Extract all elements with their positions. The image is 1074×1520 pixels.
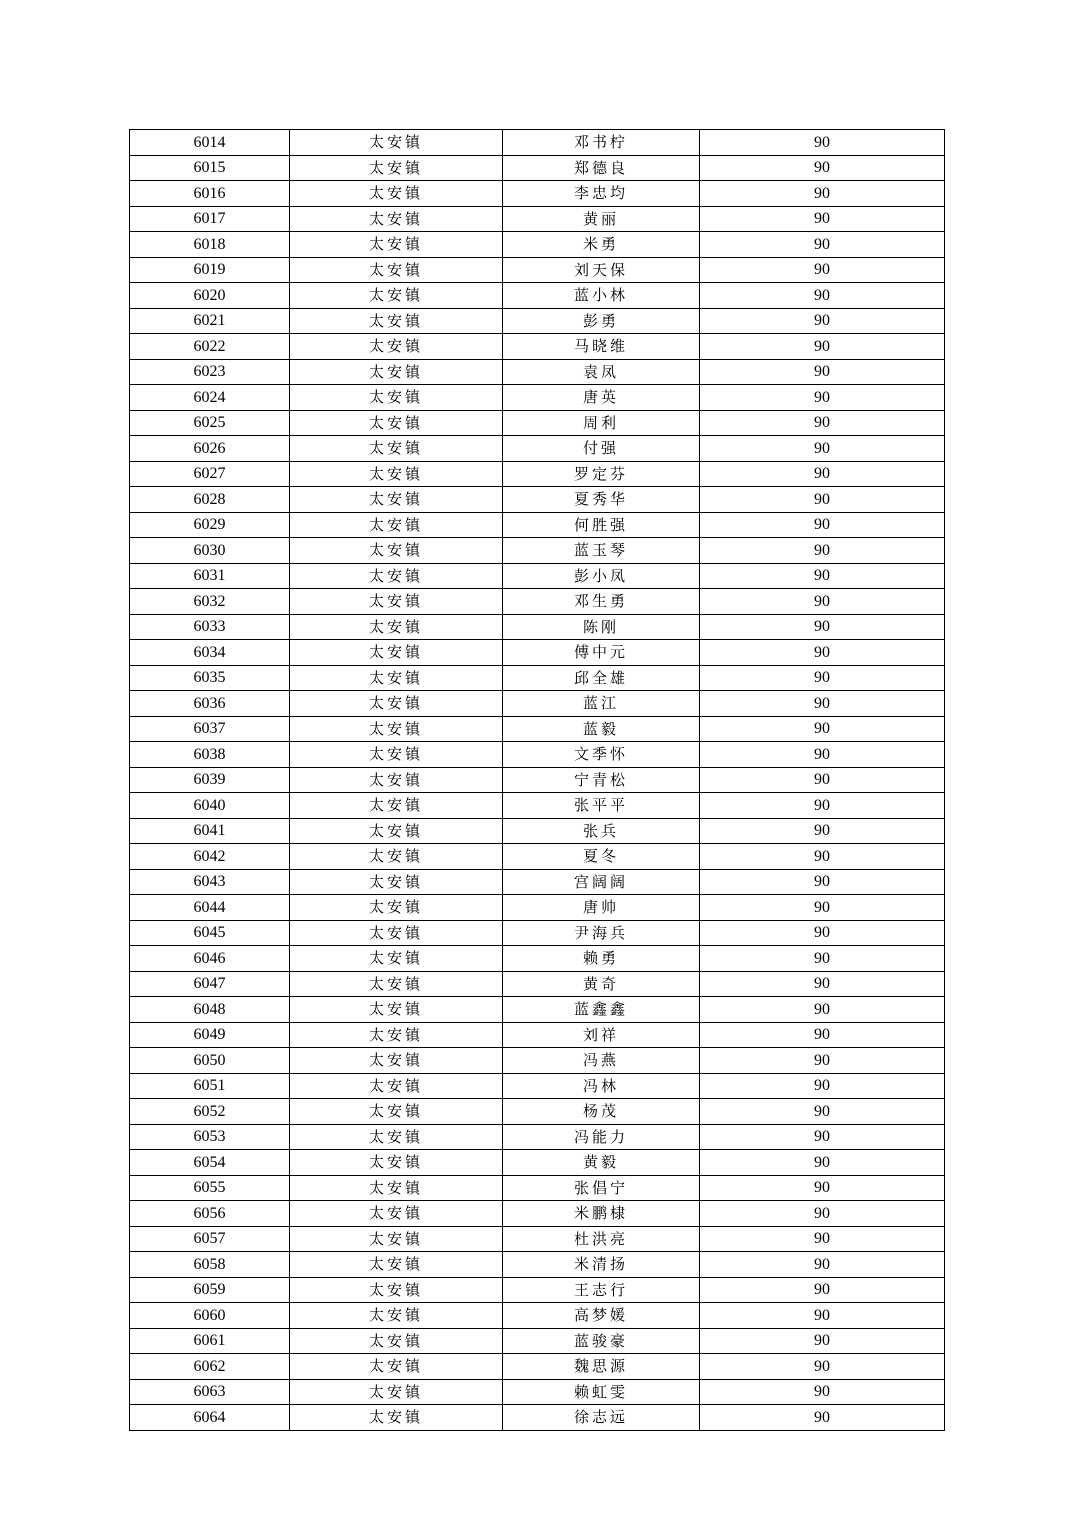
table-row [130,1048,945,1074]
person-name-cell: 张倡宁 [503,1175,700,1201]
table-row [130,538,945,564]
table-row [130,920,945,946]
table-row [130,487,945,513]
row-number-cell: 6059 [130,1277,290,1303]
row-number-cell: 6014 [130,130,290,156]
person-name-cell: 郑德良 [503,155,700,181]
town-cell: 太安镇 [290,742,503,768]
table-row [130,716,945,742]
table-row [130,1252,945,1278]
town-cell: 太安镇 [290,1150,503,1176]
table-row [130,895,945,921]
table-row [130,1226,945,1252]
table-row [130,563,945,589]
town-cell: 太安镇 [290,793,503,819]
person-name-cell: 马晓维 [503,334,700,360]
row-number-cell: 6060 [130,1303,290,1329]
roster-table [129,129,945,1431]
person-name-cell: 蓝小林 [503,283,700,309]
town-cell: 太安镇 [290,1022,503,1048]
town-cell: 太安镇 [290,487,503,513]
row-number-cell: 6048 [130,997,290,1023]
row-number-cell: 6029 [130,512,290,538]
table-row [130,818,945,844]
table-row [130,359,945,385]
row-number-cell: 6038 [130,742,290,768]
person-name-cell: 付强 [503,436,700,462]
score-cell: 90 [700,1022,945,1048]
score-cell: 90 [700,793,945,819]
score-cell: 90 [700,410,945,436]
person-name-cell: 魏思源 [503,1354,700,1380]
person-name-cell: 周利 [503,410,700,436]
table-row [130,257,945,283]
row-number-cell: 6026 [130,436,290,462]
table-row [130,181,945,207]
row-number-cell: 6030 [130,538,290,564]
person-name-cell: 文季怀 [503,742,700,768]
person-name-cell: 李忠均 [503,181,700,207]
table-row [130,1379,945,1405]
table-row [130,334,945,360]
row-number-cell: 6033 [130,614,290,640]
score-cell: 90 [700,1226,945,1252]
score-cell: 90 [700,920,945,946]
person-name-cell: 袁凤 [503,359,700,385]
score-cell: 90 [700,971,945,997]
table-row [130,665,945,691]
row-number-cell: 6025 [130,410,290,436]
town-cell: 太安镇 [290,691,503,717]
town-cell: 太安镇 [290,895,503,921]
score-cell: 90 [700,130,945,156]
row-number-cell: 6045 [130,920,290,946]
score-cell: 90 [700,1379,945,1405]
score-cell: 90 [700,1175,945,1201]
person-name-cell: 黄奇 [503,971,700,997]
person-name-cell: 张兵 [503,818,700,844]
score-cell: 90 [700,1048,945,1074]
row-number-cell: 6023 [130,359,290,385]
row-number-cell: 6043 [130,869,290,895]
person-name-cell: 杨茂 [503,1099,700,1125]
score-cell: 90 [700,461,945,487]
town-cell: 太安镇 [290,1175,503,1201]
row-number-cell: 6018 [130,232,290,258]
row-number-cell: 6053 [130,1124,290,1150]
town-cell: 太安镇 [290,563,503,589]
person-name-cell: 黄丽 [503,206,700,232]
person-name-cell: 赖勇 [503,946,700,972]
score-cell: 90 [700,512,945,538]
row-number-cell: 6056 [130,1201,290,1227]
score-cell: 90 [700,946,945,972]
row-number-cell: 6017 [130,206,290,232]
score-cell: 90 [700,1252,945,1278]
person-name-cell: 邱全雄 [503,665,700,691]
town-cell: 太安镇 [290,640,503,666]
table-row [130,1124,945,1150]
table-row [130,283,945,309]
row-number-cell: 6032 [130,589,290,615]
town-cell: 太安镇 [290,206,503,232]
town-cell: 太安镇 [290,1405,503,1431]
row-number-cell: 6022 [130,334,290,360]
person-name-cell: 高梦媛 [503,1303,700,1329]
row-number-cell: 6041 [130,818,290,844]
person-name-cell: 蓝骏豪 [503,1328,700,1354]
person-name-cell: 彭勇 [503,308,700,334]
town-cell: 太安镇 [290,283,503,309]
score-cell: 90 [700,1303,945,1329]
score-cell: 90 [700,1201,945,1227]
table-row [130,997,945,1023]
row-number-cell: 6035 [130,665,290,691]
table-row [130,1022,945,1048]
town-cell: 太安镇 [290,1354,503,1380]
row-number-cell: 6049 [130,1022,290,1048]
row-number-cell: 6019 [130,257,290,283]
score-cell: 90 [700,895,945,921]
score-cell: 90 [700,742,945,768]
person-name-cell: 彭小凤 [503,563,700,589]
table-row [130,742,945,768]
person-name-cell: 刘天保 [503,257,700,283]
score-cell: 90 [700,334,945,360]
person-name-cell: 何胜强 [503,512,700,538]
town-cell: 太安镇 [290,257,503,283]
town-cell: 太安镇 [290,1099,503,1125]
row-number-cell: 6046 [130,946,290,972]
town-cell: 太安镇 [290,946,503,972]
score-cell: 90 [700,869,945,895]
score-cell: 90 [700,563,945,589]
score-cell: 90 [700,997,945,1023]
table-row [130,767,945,793]
town-cell: 太安镇 [290,971,503,997]
table-row [130,461,945,487]
town-cell: 太安镇 [290,436,503,462]
town-cell: 太安镇 [290,614,503,640]
row-number-cell: 6039 [130,767,290,793]
town-cell: 太安镇 [290,410,503,436]
person-name-cell: 宫阔阔 [503,869,700,895]
person-name-cell: 邓生勇 [503,589,700,615]
score-cell: 90 [700,308,945,334]
score-cell: 90 [700,1124,945,1150]
table-row [130,691,945,717]
person-name-cell: 夏冬 [503,844,700,870]
score-cell: 90 [700,1150,945,1176]
person-name-cell: 黄毅 [503,1150,700,1176]
score-cell: 90 [700,844,945,870]
town-cell: 太安镇 [290,818,503,844]
person-name-cell: 米清扬 [503,1252,700,1278]
table-row [130,436,945,462]
table-row [130,385,945,411]
town-cell: 太安镇 [290,1048,503,1074]
town-cell: 太安镇 [290,538,503,564]
town-cell: 太安镇 [290,385,503,411]
town-cell: 太安镇 [290,1277,503,1303]
person-name-cell: 张平平 [503,793,700,819]
table-row [130,232,945,258]
score-cell: 90 [700,818,945,844]
town-cell: 太安镇 [290,155,503,181]
row-number-cell: 6052 [130,1099,290,1125]
person-name-cell: 陈刚 [503,614,700,640]
score-cell: 90 [700,436,945,462]
score-cell: 90 [700,691,945,717]
person-name-cell: 唐帅 [503,895,700,921]
person-name-cell: 尹海兵 [503,920,700,946]
town-cell: 太安镇 [290,181,503,207]
town-cell: 太安镇 [290,308,503,334]
roster-table-body [130,130,945,1431]
row-number-cell: 6034 [130,640,290,666]
town-cell: 太安镇 [290,920,503,946]
table-row [130,410,945,436]
town-cell: 太安镇 [290,1252,503,1278]
town-cell: 太安镇 [290,359,503,385]
town-cell: 太安镇 [290,232,503,258]
row-number-cell: 6015 [130,155,290,181]
table-row [130,793,945,819]
town-cell: 太安镇 [290,334,503,360]
table-row [130,155,945,181]
person-name-cell: 冯燕 [503,1048,700,1074]
score-cell: 90 [700,181,945,207]
row-number-cell: 6024 [130,385,290,411]
table-row [130,1150,945,1176]
town-cell: 太安镇 [290,869,503,895]
score-cell: 90 [700,640,945,666]
person-name-cell: 蓝鑫鑫 [503,997,700,1023]
table-row [130,1175,945,1201]
person-name-cell: 米勇 [503,232,700,258]
person-name-cell: 杜洪亮 [503,1226,700,1252]
row-number-cell: 6063 [130,1379,290,1405]
town-cell: 太安镇 [290,997,503,1023]
score-cell: 90 [700,1099,945,1125]
table-row [130,1303,945,1329]
row-number-cell: 6040 [130,793,290,819]
person-name-cell: 蓝毅 [503,716,700,742]
table-row [130,130,945,156]
table-row [130,589,945,615]
score-cell: 90 [700,665,945,691]
row-number-cell: 6020 [130,283,290,309]
table-row [130,869,945,895]
town-cell: 太安镇 [290,767,503,793]
table-row [130,308,945,334]
table-row [130,971,945,997]
row-number-cell: 6047 [130,971,290,997]
score-cell: 90 [700,385,945,411]
person-name-cell: 夏秀华 [503,487,700,513]
table-row [130,1201,945,1227]
score-cell: 90 [700,1328,945,1354]
table-row [130,1277,945,1303]
person-name-cell: 米鹏棣 [503,1201,700,1227]
score-cell: 90 [700,155,945,181]
row-number-cell: 6027 [130,461,290,487]
person-name-cell: 蓝江 [503,691,700,717]
row-number-cell: 6021 [130,308,290,334]
row-number-cell: 6051 [130,1073,290,1099]
score-cell: 90 [700,232,945,258]
row-number-cell: 6036 [130,691,290,717]
town-cell: 太安镇 [290,1303,503,1329]
score-cell: 90 [700,1354,945,1380]
person-name-cell: 王志行 [503,1277,700,1303]
table-row [130,1099,945,1125]
table-row [130,512,945,538]
row-number-cell: 6037 [130,716,290,742]
table-row [130,614,945,640]
town-cell: 太安镇 [290,844,503,870]
row-number-cell: 6055 [130,1175,290,1201]
score-cell: 90 [700,589,945,615]
table-row [130,1328,945,1354]
person-name-cell: 唐英 [503,385,700,411]
person-name-cell: 徐志远 [503,1405,700,1431]
town-cell: 太安镇 [290,589,503,615]
table-row [130,1405,945,1431]
score-cell: 90 [700,206,945,232]
town-cell: 太安镇 [290,1124,503,1150]
score-cell: 90 [700,1277,945,1303]
score-cell: 90 [700,283,945,309]
town-cell: 太安镇 [290,461,503,487]
town-cell: 太安镇 [290,1201,503,1227]
score-cell: 90 [700,614,945,640]
row-number-cell: 6016 [130,181,290,207]
row-number-cell: 6062 [130,1354,290,1380]
town-cell: 太安镇 [290,1073,503,1099]
table-row [130,1354,945,1380]
row-number-cell: 6057 [130,1226,290,1252]
person-name-cell: 冯能力 [503,1124,700,1150]
table-row [130,946,945,972]
score-cell: 90 [700,359,945,385]
person-name-cell: 傅中元 [503,640,700,666]
row-number-cell: 6064 [130,1405,290,1431]
town-cell: 太安镇 [290,1226,503,1252]
row-number-cell: 6028 [130,487,290,513]
table-row [130,1073,945,1099]
score-cell: 90 [700,716,945,742]
score-cell: 90 [700,487,945,513]
person-name-cell: 蓝玉琴 [503,538,700,564]
score-cell: 90 [700,1073,945,1099]
score-cell: 90 [700,767,945,793]
person-name-cell: 宁青松 [503,767,700,793]
table-row [130,844,945,870]
score-cell: 90 [700,1405,945,1431]
person-name-cell: 邓书柠 [503,130,700,156]
table-row [130,640,945,666]
row-number-cell: 6031 [130,563,290,589]
person-name-cell: 刘祥 [503,1022,700,1048]
town-cell: 太安镇 [290,512,503,538]
town-cell: 太安镇 [290,130,503,156]
row-number-cell: 6044 [130,895,290,921]
row-number-cell: 6042 [130,844,290,870]
person-name-cell: 罗定芬 [503,461,700,487]
row-number-cell: 6050 [130,1048,290,1074]
town-cell: 太安镇 [290,1328,503,1354]
town-cell: 太安镇 [290,665,503,691]
row-number-cell: 6061 [130,1328,290,1354]
score-cell: 90 [700,257,945,283]
person-name-cell: 冯林 [503,1073,700,1099]
town-cell: 太安镇 [290,716,503,742]
row-number-cell: 6058 [130,1252,290,1278]
person-name-cell: 赖虹雯 [503,1379,700,1405]
table-row [130,206,945,232]
score-cell: 90 [700,538,945,564]
town-cell: 太安镇 [290,1379,503,1405]
row-number-cell: 6054 [130,1150,290,1176]
